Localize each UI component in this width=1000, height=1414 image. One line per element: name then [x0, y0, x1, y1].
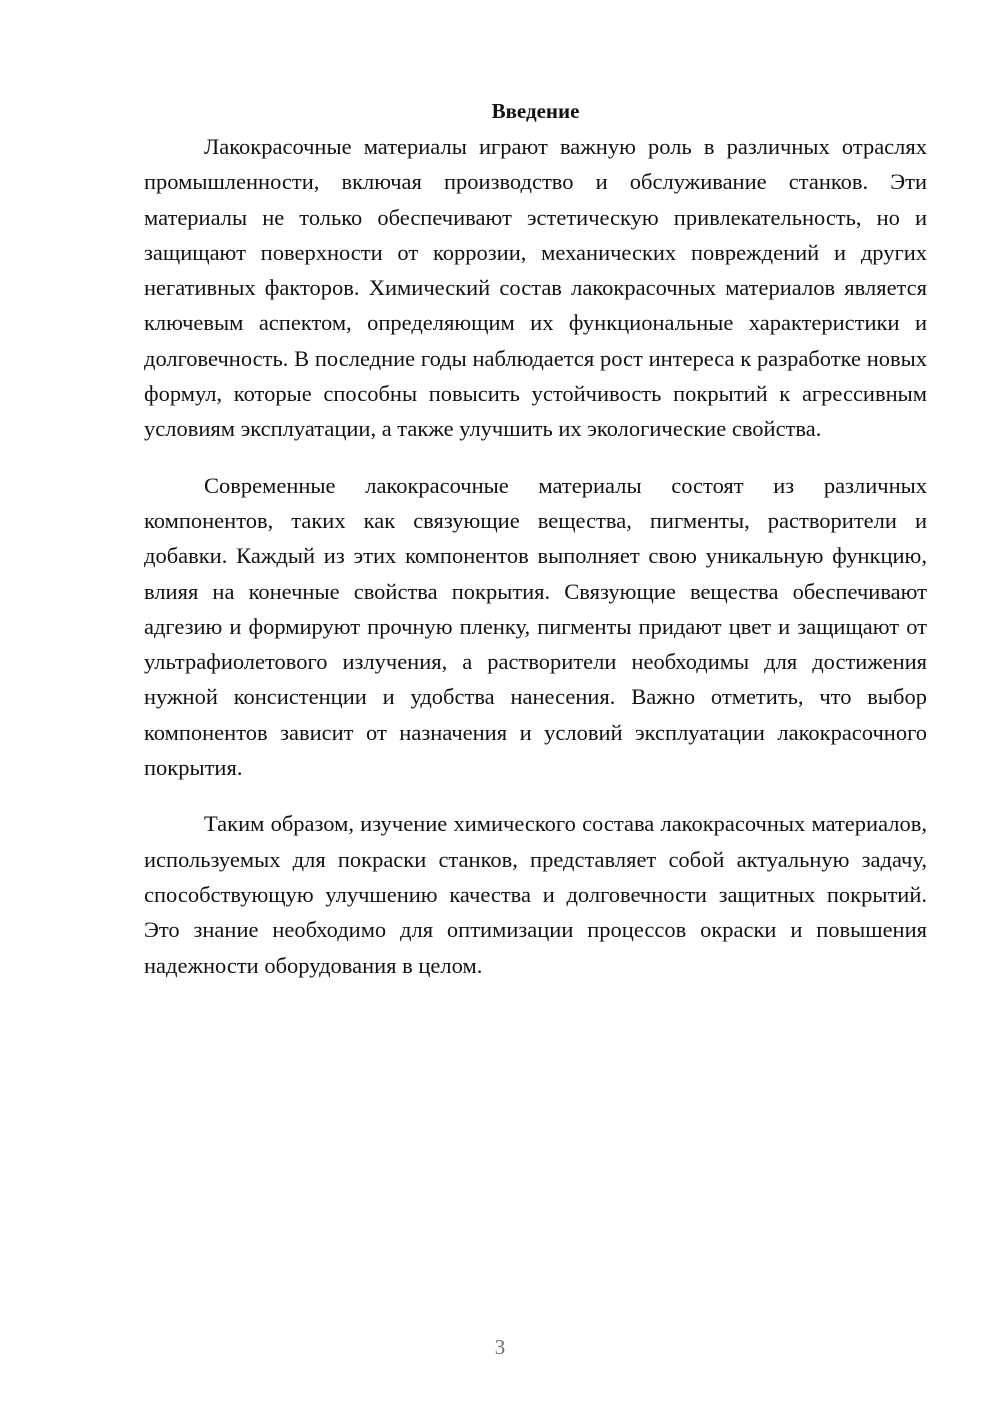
section-title: Введение	[491, 99, 580, 123]
page-number: 3	[494, 1335, 506, 1359]
paragraph-3: Таким образом, изучение химического состава лакокрасочных материалов, используемых для покраски станков, представляет собой актуальную задачу, способствующую улучшению качества и долговечности защитных покрытий. Это знание необходимо для оптимизации процессов окраски и повышения надежности оборудования в целом.	[144, 811, 927, 978]
paragraph-1: Лакокрасочные материалы играют важную роль в различных отраслях промышленности, включая производство и обслуживание станков. Эти материалы не только обеспечивают эстетическую привлекательность, но и защищают поверхности от коррозии, механических повреждений и других негативных факторов. Химический состав лакокрасочных материалов является ключевым аспектом, определяющим их функциональные характеристики и долговечность. В последние годы наблюдается рост интереса к разработке новых формул, которые способны повысить устойчивость покрытий к агрессивным условиям эксплуатации, а также улучшить их экологические свойства.	[144, 134, 927, 442]
paragraph-2: Современные лакокрасочные материалы состоят из различных компонентов, таких как связующие вещества, пигменты, растворители и добавки. Каждый из этих компонентов выполняет свою уникальную функцию, влияя на конечные свойства покрытия. Связующие вещества обеспечивают адгезию и формируют прочную пленку, пигменты придают цвет и защищают от ультрафиолетового излучения, а растворители необходимы для достижения нужной консистенции и удобства нанесения. Важно отметить, что выбор компонентов зависит от назначения и условий эксплуатации лакокрасочного покрытия.	[144, 472, 927, 781]
page-content	[144, 96, 927, 983]
